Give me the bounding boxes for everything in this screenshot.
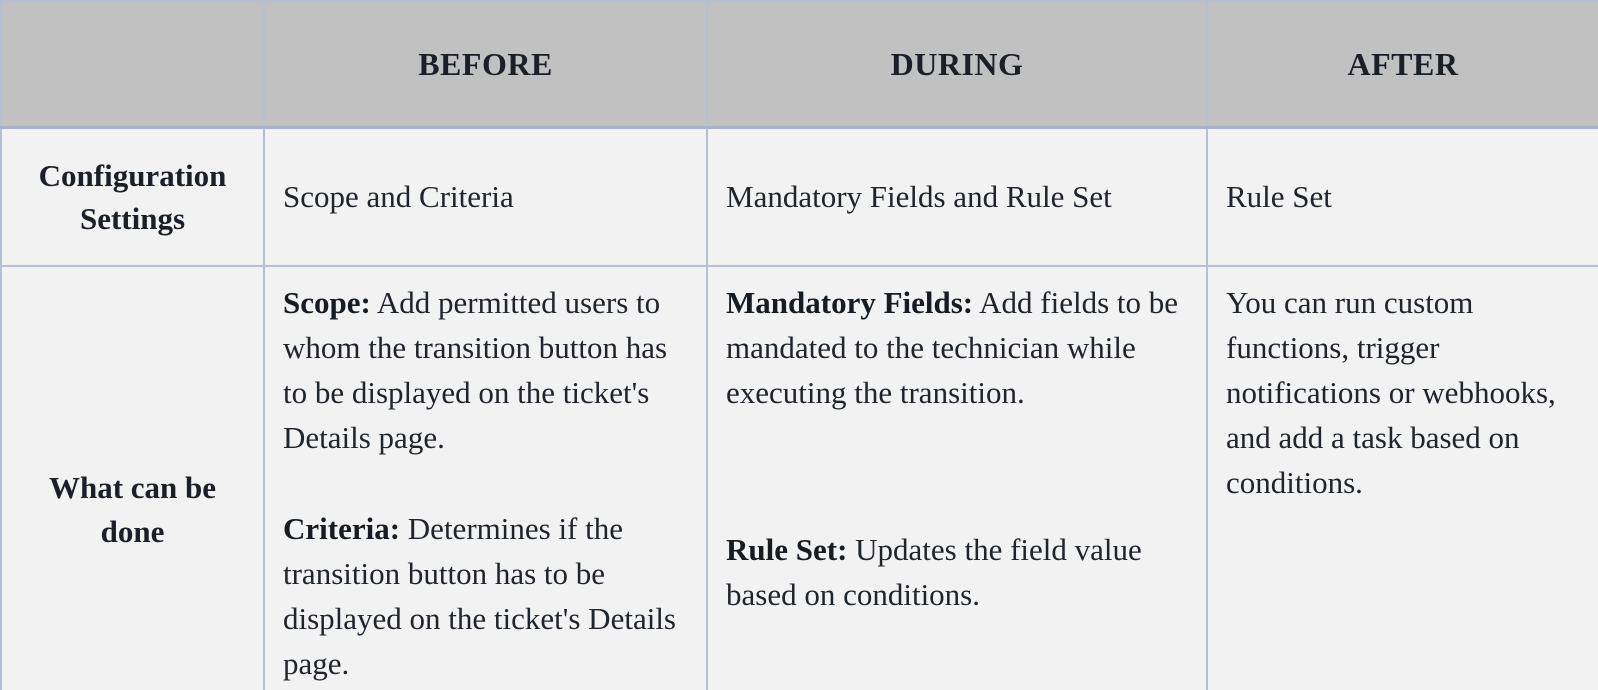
scope-text: Add permitted users to whom the transition button has to be displayed on the ticket's Details page.: [283, 285, 668, 455]
config-during-cell: Mandatory Fields and Rule Set: [707, 128, 1207, 267]
column-header-before: BEFORE: [264, 1, 707, 128]
row-header-configuration-settings: Configuration Settings: [1, 128, 264, 267]
rule-set-paragraph: [726, 528, 1188, 618]
mandatory-fields-paragraph: [726, 281, 1188, 416]
what-during-cell: [707, 266, 1207, 690]
column-header-during: DURING: [707, 1, 1207, 128]
what-after-cell: [1207, 266, 1598, 690]
table-header-row: [1, 1, 1598, 128]
criteria-label: Criteria:: [283, 510, 401, 546]
scope-paragraph: [283, 281, 688, 461]
rule-set-text: Updates the field value based on conditions.: [726, 531, 1142, 612]
config-after-cell: Rule Set: [1207, 128, 1598, 267]
column-header-after: AFTER: [1207, 1, 1598, 128]
after-text: You can run custom functions, trigger notifications or webhooks, and add a task based on conditions.: [1226, 285, 1556, 500]
criteria-paragraph: [283, 507, 688, 687]
scope-label: Scope:: [283, 285, 371, 320]
corner-header-cell: [1, 1, 264, 128]
config-before-cell: Scope and Criteria: [264, 128, 707, 267]
rule-set-label: Rule Set:: [726, 531, 848, 567]
mandatory-fields-text: Add fields to be mandated to the technician while executing the transition.: [726, 285, 1179, 410]
what-can-be-done-row: [1, 266, 1598, 690]
row-header-what-can-be-done: What can be done: [1, 266, 264, 690]
after-paragraph: [1226, 281, 1580, 506]
configuration-settings-row: [1, 128, 1598, 267]
mandatory-fields-label: Mandatory Fields:: [726, 285, 974, 320]
criteria-text: Determines if the transition button has to be displayed on the ticket's Details page.: [283, 510, 676, 681]
what-before-cell: [264, 266, 707, 690]
